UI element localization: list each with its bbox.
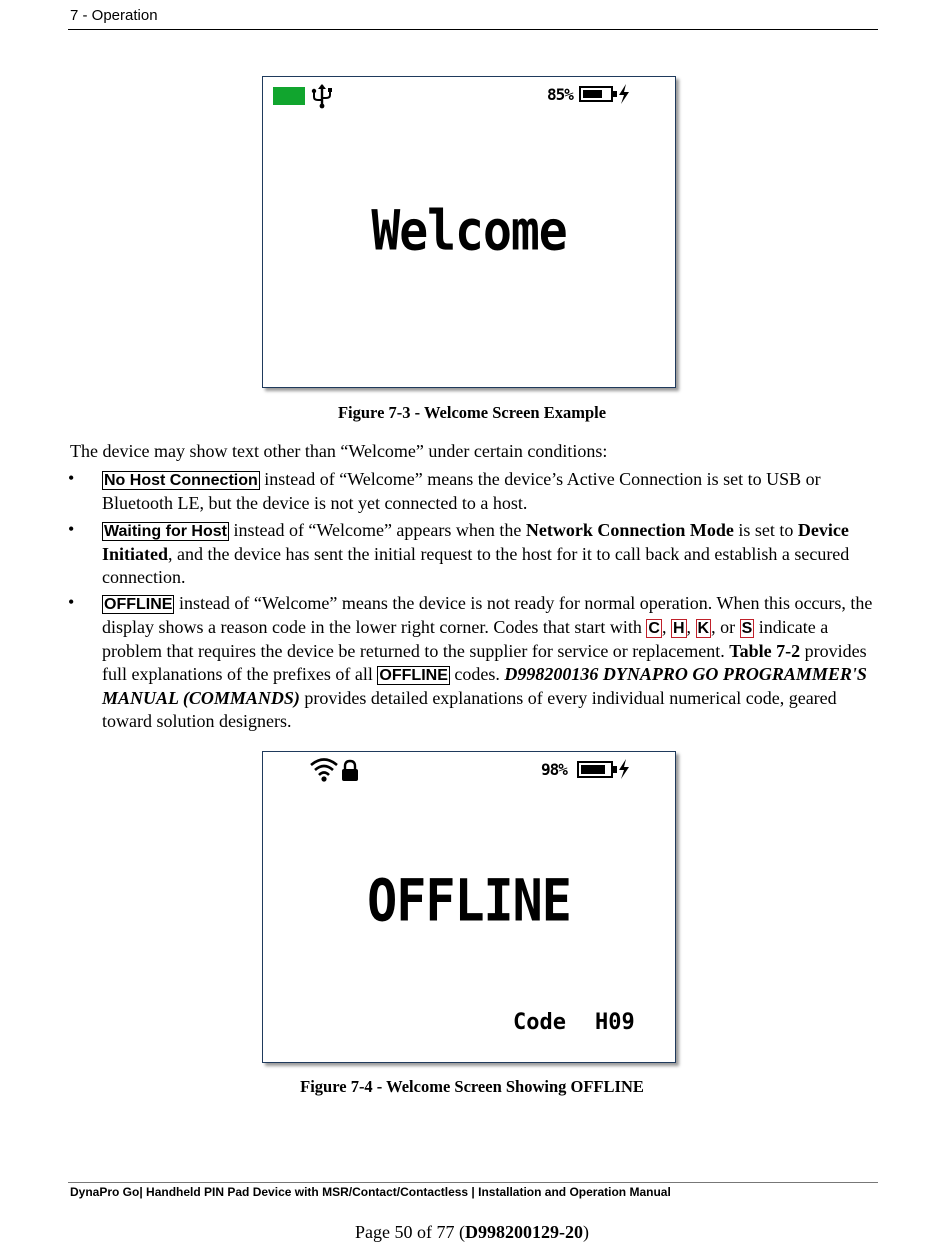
page-number: Page 50 of 77 (D998200129-20) <box>355 1222 589 1242</box>
offline-label: OFFLINE <box>104 596 173 613</box>
charging-bolt-icon <box>617 759 631 779</box>
bullet-marker: • <box>68 468 75 488</box>
offline-screen-figure <box>262 751 676 1063</box>
no-host-connection-label: No Host Connection <box>104 472 258 489</box>
code-label: Code <box>513 1010 566 1035</box>
bullet-waiting-for-host: Waiting for Host instead of “Welcome” appears when the Network Connection Mode is set to Device Initiated, and the device has sent the initial request to the host for it to call back and establish a secured connection. <box>102 520 850 587</box>
bullet-marker: • <box>68 519 75 539</box>
bullet-no-host-connection: No Host Connection instead of “Welcome” means the device’s Active Connection is set to USB or Bluetooth LE, but the device is not yet connected to a host. <box>102 469 821 513</box>
welcome-text: Welcome <box>371 198 567 264</box>
section-header: 7 - Operation <box>70 7 158 24</box>
battery-fill <box>581 765 605 774</box>
lock-icon <box>341 759 359 781</box>
programmers-manual-reference: D998200136 DYNAPRO GO PROGRAMMER'S MANUAL (COMMANDS) <box>102 664 867 708</box>
battery-icon <box>579 86 613 102</box>
intro-paragraph: The device may show text other than “Welcome” under certain conditions: <box>70 441 608 461</box>
footer-divider <box>68 1182 878 1183</box>
figure-caption: Figure 7-4 - Welcome Screen Showing OFFLINE <box>300 1077 644 1096</box>
offline-label: OFFLINE <box>379 667 448 684</box>
footer-product-line: DynaPro Go| Handheld PIN Pad Device with MSR/Contact/Contactless | Installation and Operation Manual <box>70 1185 671 1199</box>
waiting-for-host-label: Waiting for Host <box>104 523 227 540</box>
welcome-screen-figure <box>262 76 676 388</box>
bullet-offline: OFFLINE instead of “Welcome” means the device is not ready for normal operation. When this occurs, the display shows a reason code in the lower right corner. Codes that start with C , H , K , or S indicate a problem that requires the device be returned to the supplier for service or replacement. Table 7-2 provides full explanations of the prefixes of all OFFLINE codes. D998200136 DYNAPRO GO PROGRAMMER'S MANUAL (COMMANDS) provides detailed explanations of every individual numerical code, geared toward solution designers. <box>102 593 873 731</box>
code-value: H09 <box>595 1010 635 1035</box>
figure-caption: Figure 7-3 - Welcome Screen Example <box>337 403 607 422</box>
document-number: D998200129-20 <box>464 1222 583 1242</box>
code-prefix-h: H <box>672 620 685 637</box>
charging-bolt-icon <box>617 84 631 104</box>
offline-text: OFFLINE <box>367 867 571 935</box>
battery-percent: 98% <box>541 760 567 779</box>
code-prefix-k: K <box>697 620 710 637</box>
battery-icon <box>577 761 613 778</box>
battery-fill <box>583 90 602 98</box>
usb-icon <box>311 83 333 109</box>
bullet-marker: • <box>68 592 75 612</box>
code-prefix-s: S <box>741 620 753 637</box>
battery-percent: 85% <box>547 85 573 104</box>
header-divider <box>68 29 878 30</box>
code-prefix-c: C <box>648 620 660 637</box>
status-square-icon <box>273 87 305 105</box>
wifi-icon <box>309 756 339 782</box>
table-reference: Table 7-2 <box>729 641 801 661</box>
